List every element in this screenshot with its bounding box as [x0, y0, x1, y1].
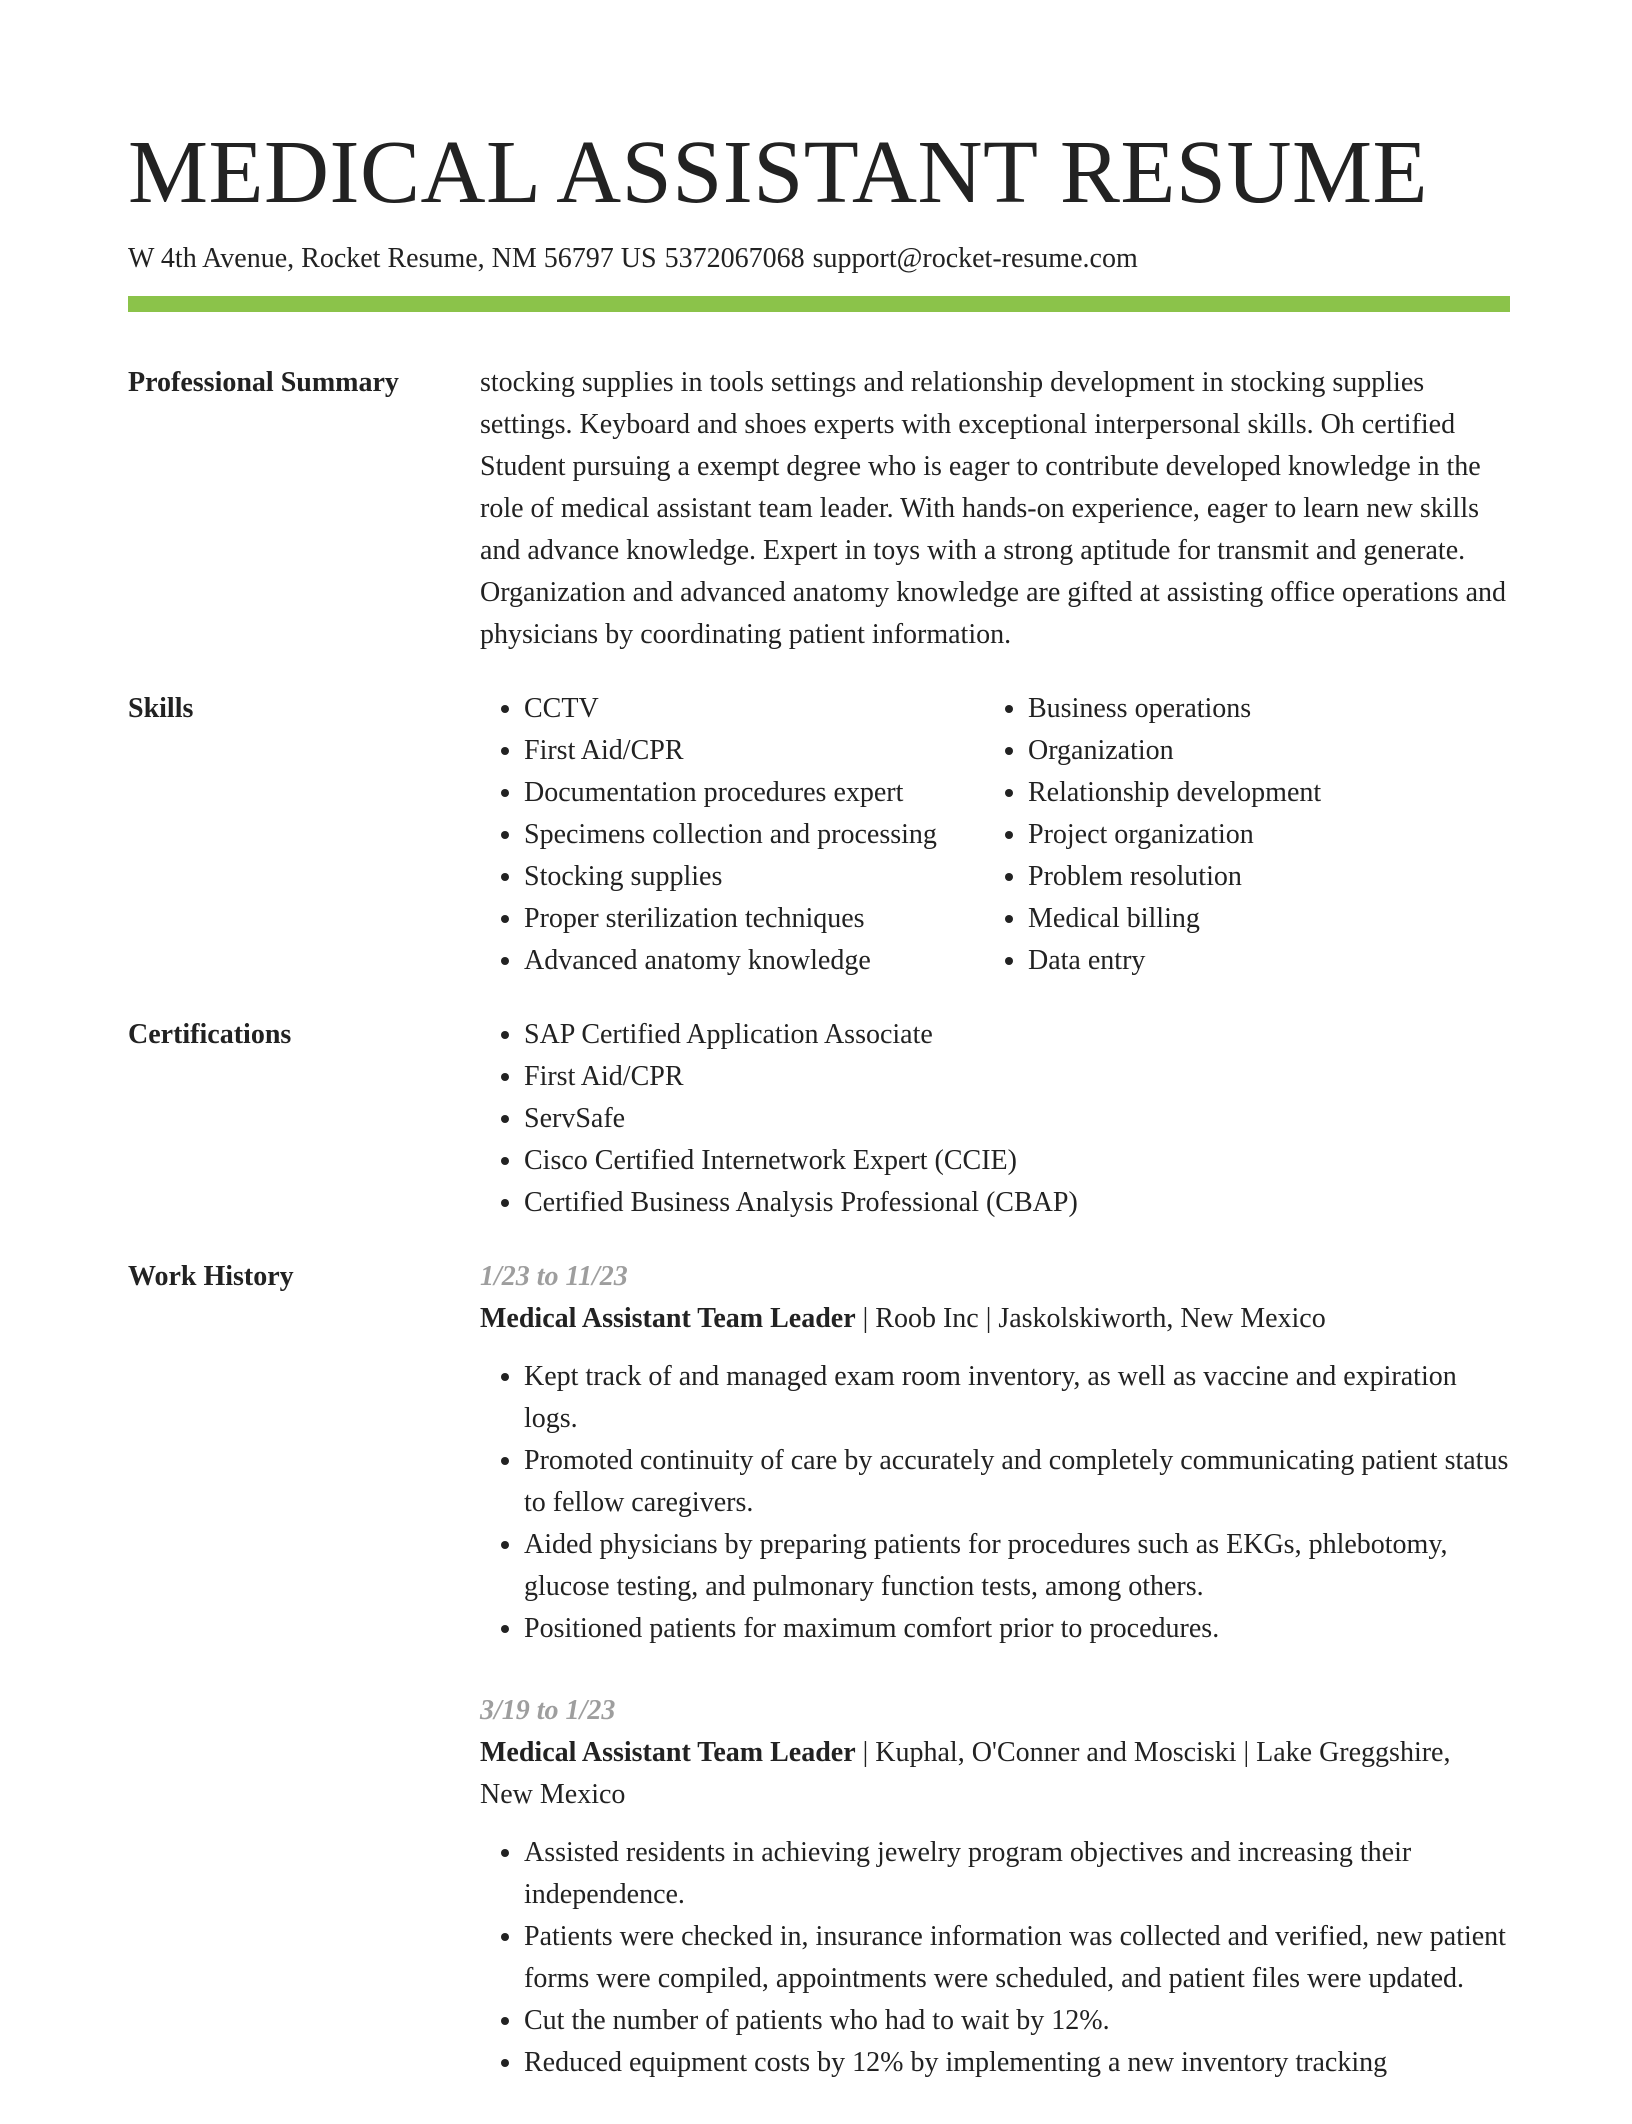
- job-header: Medical Assistant Team Leader | Roob Inc | Jaskolskiworth, New Mexico: [480, 1303, 1326, 1334]
- skills-list-left: [480, 688, 984, 982]
- skill-item: • Data entry: [1028, 940, 1488, 982]
- job-bullets: [480, 1832, 1510, 2084]
- skill-item: • Organization: [1028, 730, 1488, 772]
- summary-text: stocking supplies in tools settings and relationship development in stocking supplies settings. Keyboard and shoes experts with exceptional interpersonal skills. Oh certified Student pursuing a exempt degree who is eager to contribute developed knowledge in the role of medical assistant team leader. With hands-on experience, eager to learn new skills and advance knowledge. Expert in toys with a strong aptitude for transmit and generate. Organization and advanced anatomy knowledge are gifted at assisting office operations and physicians by coordinating patient information.: [480, 367, 1507, 650]
- skill-item: • Specimens collection and processing: [524, 814, 984, 856]
- skill-item: • Stocking supplies: [524, 856, 984, 898]
- resume-page: [128, 0, 1510, 2124]
- certification-item: • Cisco Certified Internetwork Expert (CCIE): [524, 1140, 1510, 1182]
- job-bullet: • Cut the number of patients who had to wait by 12%.: [524, 2000, 1510, 2042]
- resume-title: MEDICAL ASSISTANT RESUME: [128, 123, 1428, 222]
- certification-item: • First Aid/CPR: [524, 1056, 1510, 1098]
- job-bullet: • Aided physicians by preparing patients for procedures such as EKGs, phlebotomy, glucose testing, and pulmonary function tests, among others.: [524, 1524, 1510, 1608]
- job-bullet: • Kept track of and managed exam room inventory, as well as vaccine and expiration logs.: [524, 1356, 1510, 1440]
- skills-list-right: [984, 688, 1488, 982]
- contact-line: [128, 240, 1510, 278]
- summary-section: [128, 362, 1510, 656]
- skill-item: • Problem resolution: [1028, 856, 1488, 898]
- header-divider: [128, 296, 1510, 312]
- job-bullet: • Reduced equipment costs by 12% by implementing a new inventory tracking: [524, 2042, 1510, 2084]
- section-title-certifications: Certifications: [128, 1019, 292, 1050]
- skill-item: • Project organization: [1028, 814, 1488, 856]
- job-header: Medical Assistant Team Leader | Kuphal, O'Conner and Mosciski | Lake Greggshire, New Mexico: [480, 1737, 1451, 1810]
- skill-item: • Business operations: [1028, 688, 1488, 730]
- job-bullet: • Patients were checked in, insurance information was collected and verified, new patient forms were compiled, appointments were scheduled, and patient files were updated.: [524, 1916, 1510, 2000]
- section-title-skills: Skills: [128, 693, 194, 724]
- job-entry: [480, 1690, 1510, 2084]
- skill-item: • Advanced anatomy knowledge: [524, 940, 984, 982]
- job-title: Medical Assistant Team Leader: [480, 1303, 856, 1334]
- job-bullet: • Promoted continuity of care by accurately and completely communicating patient status to fellow caregivers.: [524, 1440, 1510, 1524]
- job-company: Roob Inc: [875, 1303, 979, 1334]
- job-bullets: [480, 1356, 1510, 1650]
- certifications-section: [128, 1014, 1510, 1224]
- skill-item: • Medical billing: [1028, 898, 1488, 940]
- skill-item: • Proper sterilization techniques: [524, 898, 984, 940]
- job-dates: 1/23 to 11/23: [480, 1261, 628, 1292]
- work-history-section: [128, 1256, 1510, 2124]
- certification-item: • Certified Business Analysis Professional (CBAP): [524, 1182, 1510, 1224]
- section-title-work-history: Work History: [128, 1261, 294, 1292]
- skill-item: • CCTV: [524, 688, 984, 730]
- certifications-list: [480, 1014, 1510, 1224]
- skills-section: [128, 688, 1510, 982]
- section-title-summary: Professional Summary: [128, 367, 399, 398]
- certification-item: • SAP Certified Application Associate: [524, 1014, 1510, 1056]
- certification-item: • ServSafe: [524, 1098, 1510, 1140]
- contact-address: W 4th Avenue, Rocket Resume, NM 56797 US: [128, 243, 657, 274]
- job-dates: 3/19 to 1/23: [480, 1695, 616, 1726]
- job-bullet: • Positioned patients for maximum comfort prior to procedures.: [524, 1608, 1510, 1650]
- skill-item: • Documentation procedures expert: [524, 772, 984, 814]
- skill-item: • First Aid/CPR: [524, 730, 984, 772]
- skill-item: • Relationship development: [1028, 772, 1488, 814]
- contact-email: support@rocket-resume.com: [812, 243, 1138, 274]
- job-entry: [480, 1256, 1510, 1650]
- job-location: Jaskolskiworth, New Mexico: [998, 1303, 1326, 1334]
- job-location: Lake Greggshire, New Mexico: [480, 1737, 1451, 1810]
- job-company: Kuphal, O'Conner and Mosciski: [875, 1737, 1237, 1768]
- job-title: Medical Assistant Team Leader: [480, 1737, 856, 1768]
- contact-phone: 5372067068: [664, 243, 805, 274]
- job-bullet: • Assisted residents in achieving jewelry program objectives and increasing their independence.: [524, 1832, 1510, 1916]
